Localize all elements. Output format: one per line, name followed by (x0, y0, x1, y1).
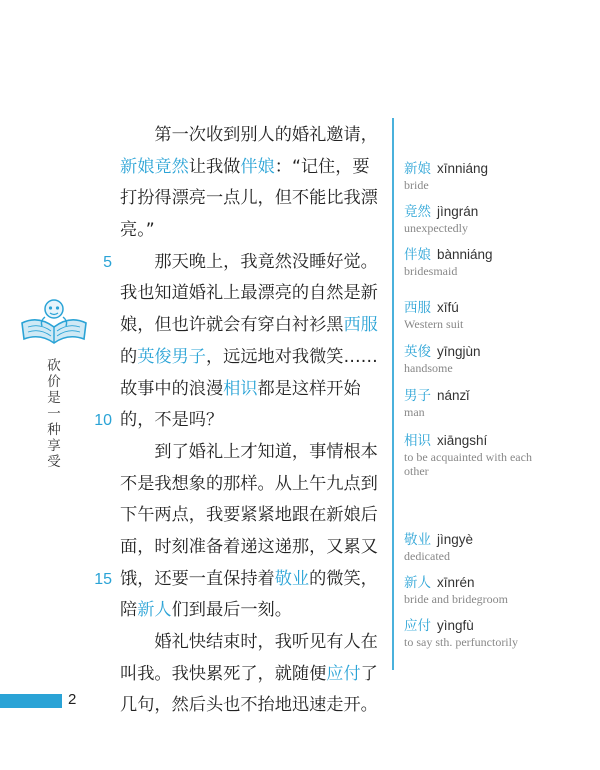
page-number-bar (0, 694, 62, 708)
glossary-entry (404, 531, 594, 563)
vocab-highlight: 伴娘 (240, 156, 275, 177)
text-segment: 们到最后一刻。 (171, 600, 292, 621)
text-segment: 我也知道婚礼上最漂亮的自然是新 (120, 283, 378, 304)
text-segment: 到了婚礼上才知道，事情根本 (120, 441, 378, 462)
glossary-hanzi: 敬业 (404, 532, 431, 548)
glossary-pinyin: jìngrán (437, 204, 479, 219)
text-segment: 的，不是吗？ (120, 410, 224, 431)
text-segment: 叫我。我快累死了，就随便 (120, 663, 327, 684)
text-segment: 故事中的浪漫 (120, 378, 224, 399)
glossary-entry (404, 160, 594, 192)
open-book-mascot-icon (18, 293, 90, 349)
glossary-english: man (404, 405, 425, 419)
glossary-hanzi: 伴娘 (404, 247, 431, 263)
glossary-hanzi: 新娘 (404, 161, 431, 177)
text-line (120, 627, 390, 659)
glossary-english: Western suit (404, 317, 464, 331)
text-segment: 婚礼快结束时，我听见有人在 (120, 632, 378, 652)
text-segment: 不是我想象的那样。从上午九点到 (120, 473, 378, 494)
glossary-english: bridesmaid (404, 264, 458, 278)
glossary-entry (404, 246, 594, 278)
line-number: 5 (103, 253, 112, 271)
vocab-highlight: 英俊 (137, 346, 172, 367)
text-segment: 几句，然后头也不抬地迅速走开。 (120, 695, 378, 716)
glossary-pinyin: xīnniáng (437, 161, 489, 176)
text-line (94, 564, 390, 596)
glossary-entry (404, 387, 594, 419)
side-title-char: 种 (47, 422, 61, 438)
glossary-pinyin: xīfú (437, 300, 459, 315)
text-segment: 了 (360, 663, 378, 684)
line-number: 10 (94, 412, 112, 430)
text-segment: 的 (120, 346, 138, 367)
glossary-pinyin: nánzǐ (437, 388, 470, 403)
text-segment: 娘，但也许就会有穿白衬衫黑 (120, 315, 344, 336)
main-text (94, 120, 390, 722)
text-segment: 那天晚上，我竟然没睡好觉。 (120, 251, 378, 272)
text-segment: 陪 (120, 600, 138, 621)
glossary-entry (404, 432, 594, 478)
glossary-pinyin: jìngyè (437, 532, 474, 547)
text-line (120, 659, 390, 691)
glossary-divider (392, 118, 394, 670)
glossary-hanzi: 竟然 (404, 204, 431, 220)
text-segment: 下午两点，我要紧紧地跟在新娘后 (120, 505, 378, 526)
glossary-english: unexpectedly (404, 221, 468, 235)
text-line (103, 247, 390, 279)
vocab-highlight: 应付 (326, 663, 361, 684)
text-line (120, 500, 390, 532)
text-line (120, 215, 390, 247)
glossary-pinyin: xiāngshí (437, 433, 488, 448)
text-segment: 都是这样开始 (257, 378, 361, 399)
glossary-entry (404, 299, 594, 331)
vocab-highlight: 新娘 (120, 156, 155, 177)
text-line (120, 532, 390, 564)
glossary-english: bride (404, 178, 429, 192)
vocab-highlight: 敬业 (274, 568, 310, 589)
glossary-english: bride and bridegroom (404, 592, 508, 606)
text-line (120, 342, 390, 374)
text-line (120, 374, 390, 406)
vocab-highlight: 新人 (137, 600, 172, 621)
text-segment: 让我做 (188, 156, 241, 177)
text-line (120, 278, 390, 310)
text-line (120, 595, 390, 627)
text-line (120, 120, 390, 152)
line-number: 15 (94, 570, 112, 588)
chapter-side-title (45, 358, 63, 470)
side-title-char: 砍 (47, 358, 61, 374)
text-segment: 饿，还要一直保持着 (120, 568, 275, 589)
text-line (120, 469, 390, 501)
glossary-hanzi: 应付 (404, 618, 431, 634)
side-title-char: 一 (47, 406, 61, 422)
page-number: 2 (68, 691, 77, 708)
glossary-entry (404, 203, 594, 235)
vocab-highlight: 西服 (343, 315, 378, 336)
text-line (120, 437, 390, 469)
glossary-hanzi: 西服 (404, 300, 431, 316)
text-line (94, 405, 390, 437)
text-line (120, 310, 390, 342)
glossary-pinyin: yīngjùn (437, 344, 481, 359)
glossary-entry (404, 617, 594, 649)
glossary-pinyin: bànniáng (437, 247, 493, 262)
text-segment: ：“记住，要 (274, 156, 370, 177)
glossary-english: handsome (404, 361, 453, 375)
side-title-char: 价 (47, 374, 61, 390)
glossary-entry (404, 574, 594, 606)
glossary-english: to say sth. perfunctorily (404, 635, 518, 649)
vocab-highlight: 竟然 (154, 156, 189, 177)
vocab-highlight: 相识 (223, 378, 258, 399)
text-segment: ，远远地对我微笑…… (205, 346, 378, 367)
glossary-english: dedicated (404, 549, 450, 563)
glossary-entry (404, 343, 594, 375)
side-title-char: 是 (47, 390, 61, 406)
side-title-char: 受 (47, 454, 61, 470)
side-title-char: 享 (47, 438, 61, 454)
text-line (120, 152, 390, 184)
glossary-hanzi: 英俊 (404, 344, 431, 360)
text-segment: 亮。” (120, 220, 155, 241)
text-segment: 面，时刻准备着递这递那，又累又 (120, 536, 378, 557)
glossary-pinyin: yìngfù (437, 618, 474, 633)
text-line (120, 183, 390, 215)
vocab-highlight: 男子 (171, 346, 206, 367)
glossary-hanzi: 男子 (404, 388, 431, 404)
text-segment: 打扮得漂亮一点儿，但不能比我漂 (120, 188, 378, 209)
text-segment: 第一次收到别人的婚礼邀请， (120, 125, 378, 145)
glossary-english: to be acquainted with each other (404, 450, 532, 478)
text-line (120, 690, 390, 722)
glossary-hanzi: 新人 (404, 575, 431, 591)
glossary-pinyin: xīnrén (437, 575, 475, 590)
text-segment: 的微笑， (309, 568, 378, 589)
glossary-hanzi: 相识 (404, 433, 431, 449)
